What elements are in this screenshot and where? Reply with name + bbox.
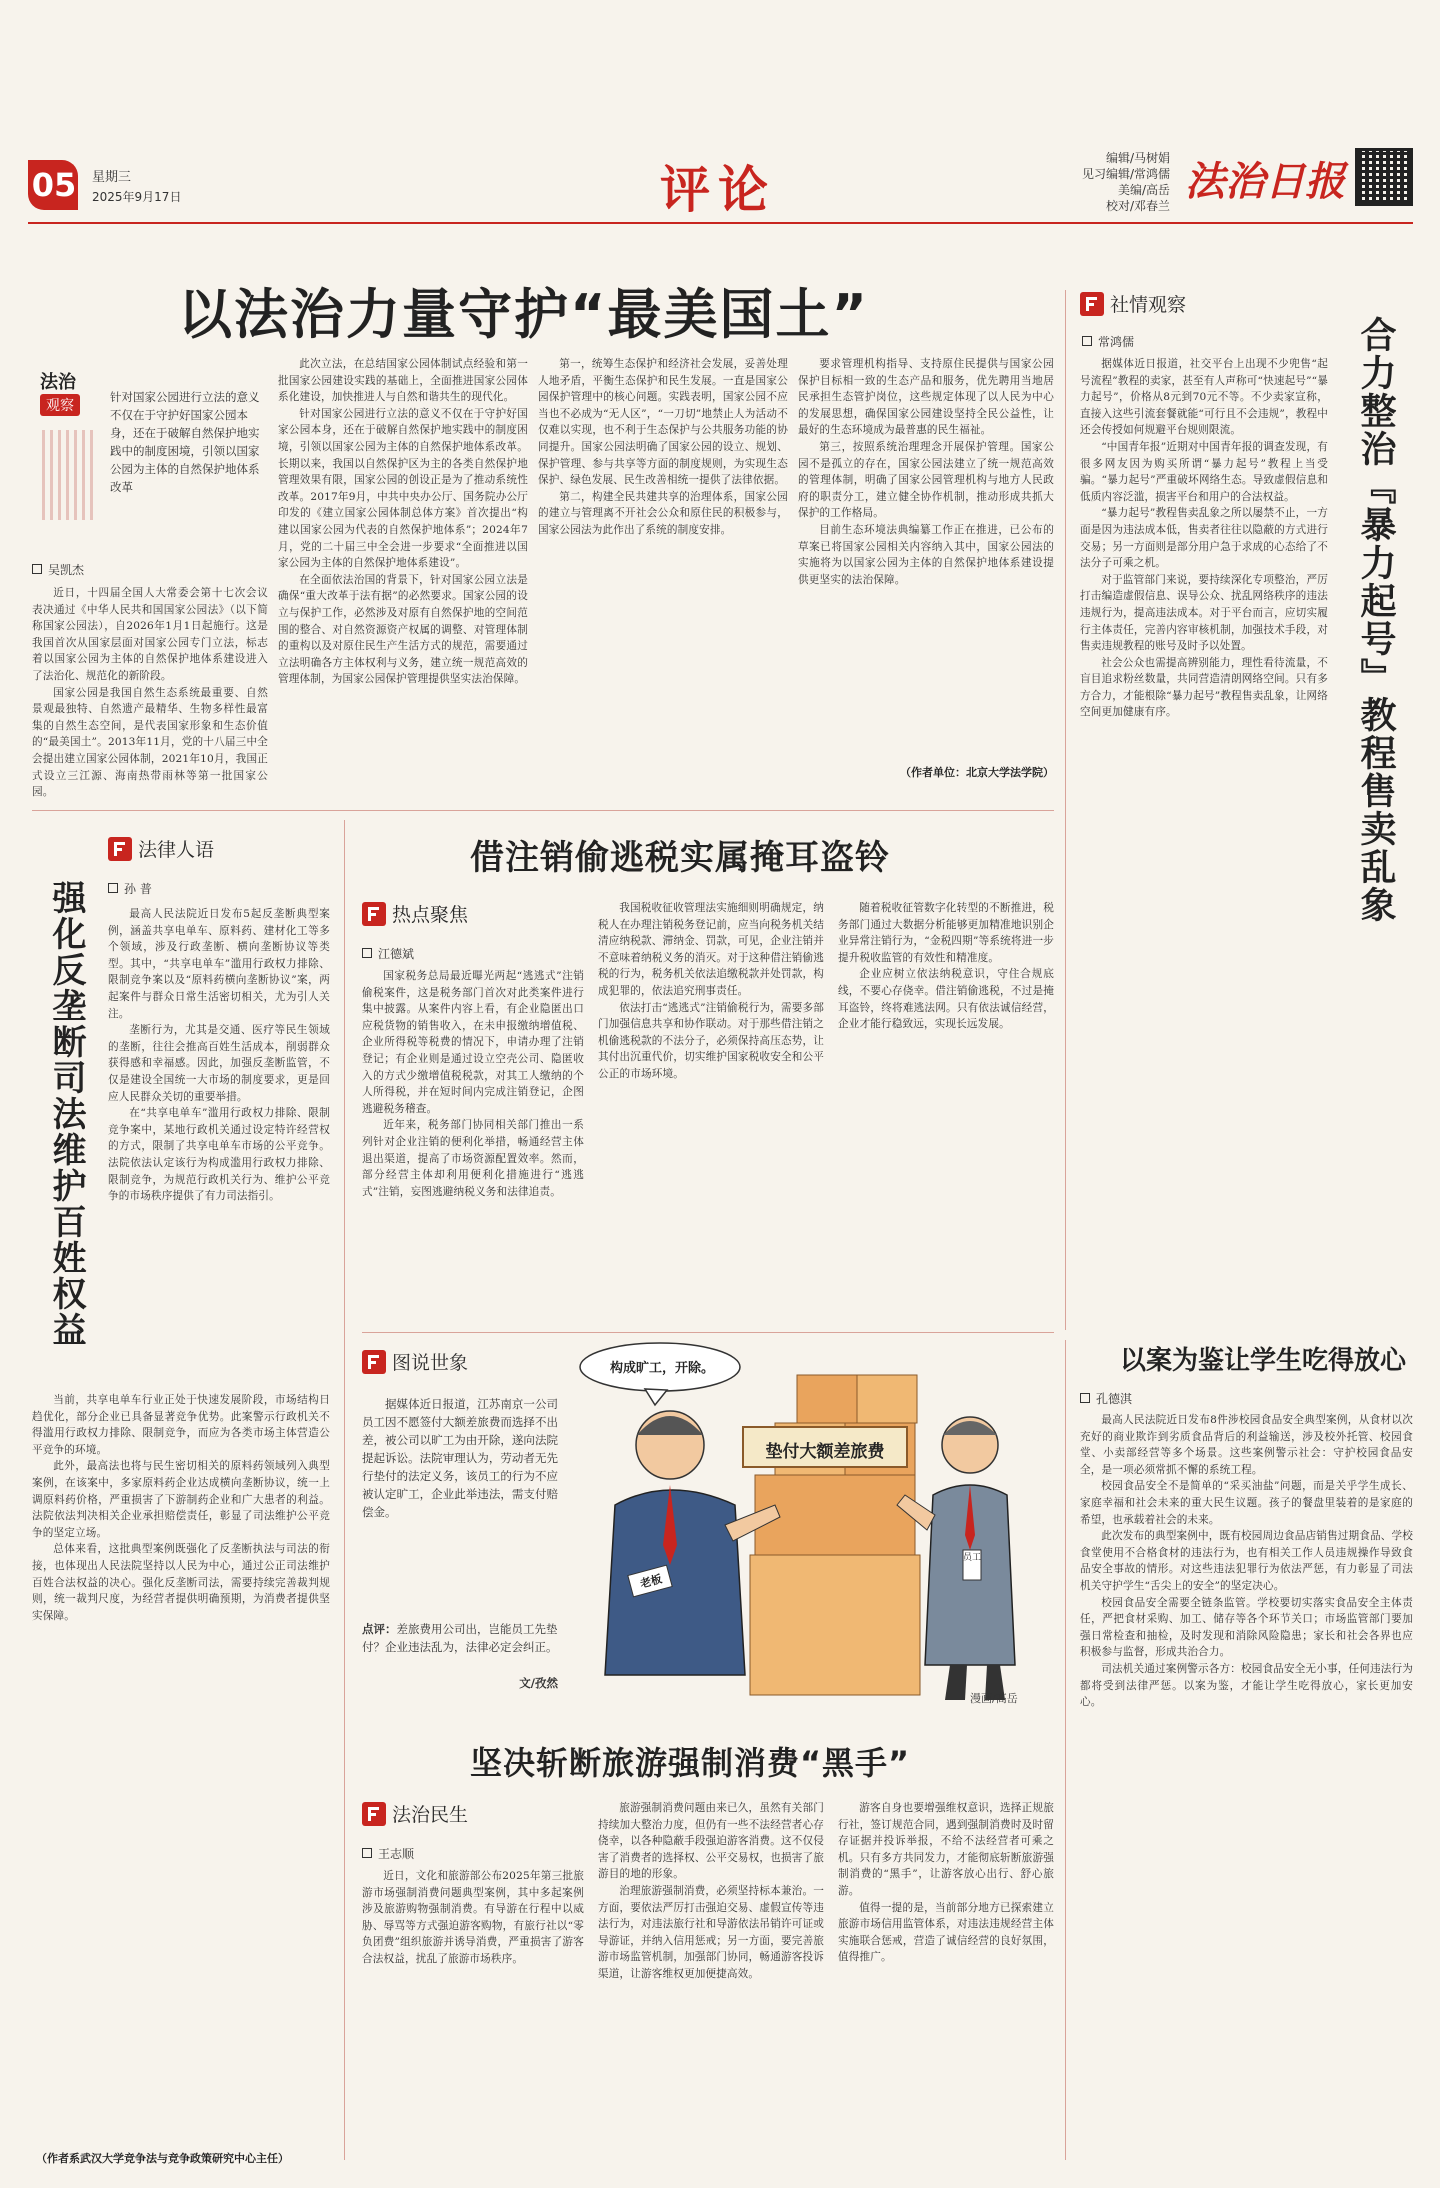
main-article-title: 以法治力量守护“最美国土” xyxy=(178,283,869,346)
comment-label: 点评： xyxy=(362,1622,397,1636)
editor-line: 见习编辑/常鸿儒 xyxy=(1081,167,1170,181)
comment-text: 差旅费用公司出，岂能员工先垫付？企业违法乱为，法律必定会纠正。 xyxy=(362,1622,558,1654)
editor-line: 校对/邓春兰 xyxy=(1105,199,1170,213)
social-body xyxy=(1080,356,1328,721)
main-col-1 xyxy=(32,585,268,801)
paragraph: 国家税务总局最近曝光两起“逃逃式”注销偷税案件，这是税务部门首次对此类案件进行集中披露。从案件内容上看，有企业隐匿出口应税货物的销售收入，在未申报缴纳增值税、企业所得税等税费的情况下，申请办理了注销登记；有企业则是通过设立空壳公司、隐匿收入的方式少缴增值税税款，对其工人缴纳的个人所得税，并在短时间内完成注销登记，企图逃避税务稽查。 xyxy=(362,970,584,1115)
pillar-graphic xyxy=(42,430,98,520)
tourism-col-1 xyxy=(362,1868,584,2158)
tax-section-label: 热点聚焦 xyxy=(392,904,469,926)
paragraph: 旅游强制消费问题由来已久，虽然有关部门持续加大整治力度，但仍有一些不法经营者心存侥幸，以各种隐蔽手段强迫游客消费。这不仅侵害了消费者的选择权、公平交易权，也损害了旅游目的地的形象。 xyxy=(598,1802,824,1881)
paragraph: 据媒体近日报道，社交平台上出现不少兜售“起号流程”教程的卖家，甚至有人声称可“快速起号”“暴力起号”，价格从8元到70元不等。不少卖家宣称，直接入这些引流套餐就能“可行且不会违规”，教程中还会传授如何规避平台规则限流。 xyxy=(1080,358,1328,437)
cartoon-employee-tag: 员工 xyxy=(963,1553,982,1563)
section-logo-icon xyxy=(362,902,386,926)
paragraph: 目前生态环境法典编纂工作正在推进，已公布的草案已将国家公园相关内容纳入其中，国家公园法的实施将为以国家公园为主体的自然保护地体系建设提供更坚实的法治保障。 xyxy=(798,523,1054,586)
section-logo-icon xyxy=(362,1802,386,1826)
qr-code[interactable] xyxy=(1355,148,1413,206)
paragraph: 治理旅游强制消费，必须坚持标本兼治。一方面，要依法严厉打击强迫交易、虚假宣传等违法行为，对违法旅行社和导游依法吊销许可证或导游证，并纳入信用惩戒；另一方面，要完善旅游市场监管机制，加强部门协同，畅通游客投诉渠道，让游客维权更加便捷高效。 xyxy=(598,1884,824,1980)
paragraph: 当前，共享电单车行业正处于快速发展阶段，市场结构日趋优化，部分企业已具备显著竞争优势。此案警示行政机关不得滥用行政权力排除、限制竞争，而应为各类市场主体营造公平竞争的环境。 xyxy=(32,1394,330,1456)
paragraph: 值得一提的是，当前部分地方已探索建立旅游市场信用监管体系，对违法违规经营主体实施联合惩戒，营造了诚信经营的良好氛围，值得推广。 xyxy=(838,1901,1054,1964)
paragraph: 近日，文化和旅游部公布2025年第三批旅游市场强制消费问题典型案例，其中多起案例涉及旅游购物强制消费。有导游在行程中以威胁、辱骂等方式强迫游客购物，有旅行社以“零负团费”组织旅游并诱导消费，严重损害了游客合法权益，扰乱了旅游市场秩序。 xyxy=(362,1870,584,1965)
paragraph: 第一，统筹生态保护和经济社会发展，妥善处理人地矛盾，平衡生态保护和民生发展。一直是国家公园保护管理中的核心问题。实践表明，国家公园不应当也不必成为“无人区”，“一刀切”地禁止人为活动不仅难以实现，也不利于生态保护与公共服务功能的协同提升。国家公园法明确了国家公园的设立、规划、保护管理、参与共享等方面的制度规则，为实现生态保护、绿色发展、民生改善相统一提供了法律依据。 xyxy=(538,358,788,487)
tax-section-head xyxy=(362,900,468,927)
school-title: 以案为鉴让学生吃得放心 xyxy=(1120,1346,1407,1376)
section-logo-icon xyxy=(362,1350,386,1374)
page-number: 05 xyxy=(31,166,77,204)
tourism-section-head xyxy=(362,1800,468,1827)
social-title: 合力整治『暴力起号』教程售卖乱象 xyxy=(1355,316,1396,924)
divider xyxy=(1065,290,1066,1330)
article-lead: 针对国家公园进行立法的意义不仅在于守护好国家公园本身，还在于破解自然保护地实践中的制度困境，引领以国家公园为主体的自然保护地体系改革 xyxy=(110,390,260,494)
main-author-affiliation: （作者单位：北京大学法学院） xyxy=(900,766,1054,779)
paragraph: 针对国家公园进行立法的意义不仅在于守护好国家公园本身，还在于破解自然保护地实践中的制度困境，引领以国家公园为主体的自然保护地体系改革。长期以来，我国以自然保护区为主的各类自然保护地管理效果有限，国家公园的创设正是为了推动系统性改革。2017年9月，中共中央办公厅、国务院办公厅印发的《建立国家公园体制总体方案》首次提出“构建以国家公园为代表的自然保护地体系”；2024年7月，党的二十届三中全会进一步要求“全面推进以国家公园为主体的自然保护地体系建设”。 xyxy=(278,407,528,570)
tourism-title: 坚决斩断旅游强制消费“黑手” xyxy=(470,1744,911,1782)
article-tag-top: 法治 xyxy=(40,372,76,393)
tax-col-2 xyxy=(598,900,824,1320)
paragraph: 对于监管部门来说，要持续深化专项整治，严厉打击编造虚假信息、误导公众、扰乱网络秩序的违法违规行为，提高违法成本。对于平台而言，应切实履行主体责任，完善内容审核机制，加强技术手段，对售卖违规教程的账号及时予以处置。 xyxy=(1080,573,1328,653)
legal-author-affiliation: （作者系武汉大学竞争法与竞争政策研究中心主任） xyxy=(36,2152,289,2165)
cartoon-boss-tag: 老板 xyxy=(638,1572,664,1591)
tourism-author: 王志顺 xyxy=(362,1845,414,1862)
paragraph: “暴力起号”教程售卖乱象之所以屡禁不止，一方面是因为违法成本低，售卖者往往以隐蔽的方式进行交易；另一方面则是部分用户急于求成的心态给了不法分子可乘之机。 xyxy=(1080,507,1328,570)
tourism-section-label: 法治民生 xyxy=(392,1804,469,1826)
cartoon-illustration xyxy=(575,1335,1055,1715)
weekday: 星期三 xyxy=(92,170,132,185)
paragraph: 第三，按照系统治理理念开展保护管理。国家公园不是孤立的存在，国家公园法建立了统一规范高效的管理体制，明确了国家公园管理机构与地方人民政府的职责分工，建立健全协作机制，推动形成共抓大保护的工作格局。 xyxy=(798,440,1054,520)
legal-title: 强化反垄断司法维护百姓权益 xyxy=(46,880,86,1348)
editor-line: 编辑/马树娟 xyxy=(1105,151,1170,165)
paragraph: 第二，构建全民共建共享的治理体系，国家公园的建立与管理离不开社会公众和原住民的积极参与，国家公园法为此作出了系统的制度安排。 xyxy=(538,490,788,536)
paragraph: 此外，最高法也将与民生密切相关的原料药领域列入典型案例，在该案中，多家原料药企业达成横向垄断协议，统一上调原料药价格，严重损害了下游制药企业和广大患者的利益。法院依法判决相关企业承担赔偿责任，彰显了司法维护公平竞争的坚定立场。 xyxy=(32,1460,330,1539)
section-title: 评论 xyxy=(660,161,776,219)
legal-body-top xyxy=(108,906,330,1376)
paragraph: 最高人民法院近日发布5起反垄断典型案例，涵盖共享电单车、原料药、建材化工等多个领域，涉及行政垄断、横向垄断协议等类型。其中，“共享电单车”滥用行政权力排除、限制竞争案以及“原料药横向垄断协议”案，两起案件与群众日常生活密切相关，尤为引人关注。 xyxy=(108,908,330,1020)
paragraph: 近日，十四届全国人大常委会第十七次会议表决通过《中华人民共和国国家公园法》（以下简称国家公园法），自2026年1月1日起施行。这是我国首次从国家层面对国家公园专门立法，标志着以国家公园为主体的自然保护地体系建设进入了法治化、规范化的新阶段。 xyxy=(32,587,268,682)
tax-col-3 xyxy=(838,900,1054,1320)
divider xyxy=(1065,1340,1066,2160)
paragraph: 游客自身也要增强维权意识，选择正规旅行社，签订规范合同，遇到强制消费时及时留存证据并投诉举报，不给不法经营者可乘之机。只有多方共同发力，才能彻底斩断旅游强制消费的“黑手”，让游客放心出行、舒心旅游。 xyxy=(838,1802,1054,1897)
legal-body-bottom xyxy=(32,1392,330,2132)
tourism-col-3 xyxy=(838,1800,1054,2158)
cartoon-section-label: 图说世象 xyxy=(392,1352,469,1374)
paragraph: 随着税收征管数字化转型的不断推进，税务部门通过大数据分析能够更加精准地识别企业异常注销行为，“金税四期”等系统将进一步提升税收监管的有效性和精准度。 xyxy=(838,902,1054,964)
newspaper-logo: 法治日报 xyxy=(1185,158,1345,205)
cartoon-section-head xyxy=(362,1348,468,1375)
legal-section-head xyxy=(108,835,214,862)
social-section-head xyxy=(1080,290,1186,317)
tax-col-1 xyxy=(362,968,584,1318)
tourism-col-2 xyxy=(598,1800,824,2158)
main-col-4 xyxy=(798,356,1054,588)
section-logo-icon xyxy=(1080,292,1104,316)
tax-author: 江德斌 xyxy=(362,945,414,962)
paragraph: 垄断行为，尤其是交通、医疗等民生领域的垄断，往往会推高百姓生活成本，削弱群众获得感和幸福感。因此，加强反垄断监管，不仅是建设全国统一大市场的制度要求，更是回应人民群众关切的重要举措。 xyxy=(108,1024,330,1103)
paragraph: 社会公众也需提高辨别能力，理性看待流量，不盲目追求粉丝数量，共同营造清朗网络空间。只有多方合力，才能根除“暴力起号”教程售卖乱象，让网络空间更加健康有序。 xyxy=(1080,656,1328,719)
main-col-3 xyxy=(538,356,788,539)
divider xyxy=(362,1332,1054,1333)
article-tag-bottom: 观察 xyxy=(40,394,80,416)
divider xyxy=(344,820,345,2160)
paragraph: 在“共享电单车”滥用行政权力排除、限制竞争案中，某地行政机关通过设定特许经营权的方式，限制了共享电单车市场的公平竞争。法院依法认定该行为构成滥用行政权力排除、限制竞争，为规范行政机关行为、维护公平竞争的市场秩序提供了有力司法指引。 xyxy=(108,1107,330,1203)
paragraph: 要求管理机构指导、支持原住民提供与国家公园保护目标相一致的生态产品和服务，优先聘用当地居民承担生态管护岗位，这些规定体现了以人民为中心的发展思想，确保国家公园建设坚持全民公益性，让最好的生态环境成为最普惠的民生福祉。 xyxy=(798,358,1054,437)
paragraph: 校园食品安全需要全链条监管。学校要切实落实食品安全主体责任，严把食材采购、加工、储存等各个环节关口；市场监管部门要加强日常检查和抽检，及时发现和消除风险隐患；家长和社会各界也应积极参与监督，形成共治合力。 xyxy=(1080,1596,1413,1659)
cartoon-bubble-text: 构成旷工，开除。 xyxy=(609,1361,714,1376)
cartoon-sign-text: 垫付大额差旅费 xyxy=(765,1442,885,1462)
paragraph: 此次立法，在总结国家公园体制试点经验和第一批国家公园建设实践的基础上，全面推进国家公园体系化建设，加快推进人与自然和谐共生的现代化。 xyxy=(278,358,528,404)
issue-date: 2025年9月17日 xyxy=(92,190,182,204)
main-author: 吴凯杰 xyxy=(32,561,84,578)
main-col-2 xyxy=(278,356,528,688)
school-author: 孔德淇 xyxy=(1080,1390,1132,1407)
cartoon-comment-by: 文/孜然 xyxy=(519,1676,558,1690)
legal-author: 孙 普 xyxy=(108,880,152,897)
paragraph: 此次发布的典型案例中，既有校园周边食品店销售过期食品、学校食堂使用不合格食材的违法行为，也有相关工作人员违规操作导致食品安全事故的情形。对这些违法犯罪行为依法严惩，有力彰显了司法机关守护学生“舌尖上的安全”的坚定决心。 xyxy=(1080,1530,1413,1592)
social-section-label: 社情观察 xyxy=(1110,294,1187,316)
cartoon-comment xyxy=(362,1620,558,1656)
editors-block xyxy=(1060,150,1170,214)
paragraph: 在全面依法治国的背景下，针对国家公园立法是确保“重大改革于法有据”的必然要求。国家公园的设立与保护工作，必然涉及对原有自然保护地的空间范围的整合、对自然资源资产权属的调整、对管理体制的重构以及对原住民生产生活方式的规范，需要通过立法明确各方主体权利与义务，建立统一规范高效的管理体制，为国家公园保护管理提供坚实法治保障。 xyxy=(278,573,528,686)
masthead xyxy=(0,0,1440,230)
paragraph: 依法打击“逃逃式”注销偷税行为，需要多部门加强信息共享和协作联动。对于那些借注销之机偷逃税款的不法分子，必须保持高压态势，让其付出沉重代价，切实维护国家税收安全和公平公正的市场环境。 xyxy=(598,1001,824,1080)
editor-line: 美编/高岳 xyxy=(1117,183,1170,197)
legal-section-label: 法律人语 xyxy=(138,839,215,861)
paragraph: 校园食品安全不是简单的“采买油盐”问题，而是关乎学生成长、家庭幸福和社会未来的重大民生议题。孩子的餐盘里装着的是家庭的希望，也承载着社会的未来。 xyxy=(1080,1480,1413,1526)
paragraph: 国家公园是我国自然生态系统最重要、自然景观最独特、自然遗产最精华、生物多样性最富集的自然生态空间，是代表国家形象和生态价值的“最美国土”。2013年11月，党的十八届三中全会提出建立国家公园体制，2021年10月，我国正式设立三江源、海南热带雨林等第一批国家公园。 xyxy=(32,686,268,799)
article-tag xyxy=(40,368,100,422)
cartoon-svg xyxy=(575,1335,1055,1715)
section-logo-icon xyxy=(108,837,132,861)
cartoon-artist: 漫画/高岳 xyxy=(970,1692,1018,1705)
school-body xyxy=(1080,1412,1413,2152)
social-author: 常鸿儒 xyxy=(1082,333,1134,350)
paragraph: 我国税收征收管理法实施细则明确规定，纳税人在办理注销税务登记前，应当向税务机关结清应纳税款、滞纳金、罚款，可见，企业注销并不意味着纳税义务的消灭。对于这种借注销偷逃税的行为，税务机关依法追缴税款并处罚款，构成犯罪的，依法追究刑事责任。 xyxy=(598,902,824,997)
paragraph: “中国青年报”近期对中国青年报的调查发现，有很多网友因为购买所谓“暴力起号”教程上当受骗。“暴力起号”严重破坏网络生态。导致虚假信息和低质内容泛滥，损害平台和用户的合法权益。 xyxy=(1080,440,1328,503)
tax-title: 借注销偷逃税实属掩耳盗铃 xyxy=(470,838,890,878)
paragraph: 近年来，税务部门协同相关部门推出一系列针对企业注销的便利化举措，畅通经营主体退出渠道，提高了市场资源配置效率。然而，部分经营主体却利用便利化措施进行“逃逃式”注销，妄图逃避纳税义务和法律追责。 xyxy=(362,1119,584,1198)
paragraph: 企业应树立依法纳税意识，守住合规底线，不要心存侥幸。借注销偷逃税，不过是掩耳盗铃，终将难逃法网。只有依法诚信经营，企业才能行稳致远，实现长远发展。 xyxy=(838,968,1054,1031)
divider xyxy=(32,810,1054,811)
paragraph: 总体来看，这批典型案例既强化了反垄断执法与司法的衔接，也体现出人民法院坚持以人民为中心，通过公正司法维护百姓合法权益的决心。强化反垄断司法，需要持续完善裁判规则，统一裁判尺度，为经营者提供明确预期，为消费者提供坚实保障。 xyxy=(32,1543,330,1622)
masthead-rule xyxy=(28,222,1413,224)
paragraph: 最高人民法院近日发布8件涉校园食品安全典型案例，从食材以次充好的商业欺诈到劣质食品背后的利益输送，涉及校外托管、校园食堂、小卖部经营等多个场景。这些案例警示社会：守护校园食品安全，是一项必须常抓不懈的系统工程。 xyxy=(1080,1414,1413,1476)
paragraph: 司法机关通过案例警示各方：校园食品安全无小事，任何违法行为都将受到法律严惩。以案为鉴，才能让学生吃得放心，家长更加安心。 xyxy=(1080,1662,1413,1709)
cartoon-caption: 据媒体近日报道，江苏南京一公司员工因不愿签付大额差旅费而选择不出差，被公司以旷工为由开除，遂向法院提起诉讼。法院审理认为，劳动者无先行垫付的法定义务，该员工的行为不应被认定旷工，企业此举违法，需支付赔偿金。 xyxy=(362,1397,558,1519)
